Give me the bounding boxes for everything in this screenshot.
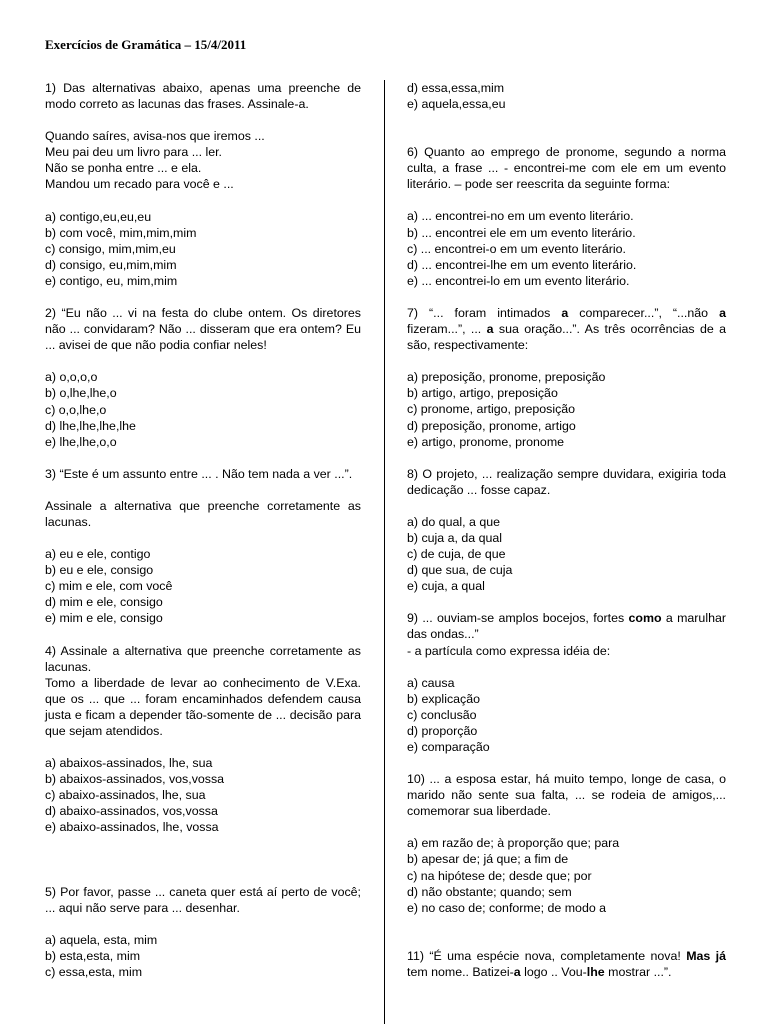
answer-option: c) pronome, artigo, preposição [407,402,576,417]
sentence: Não se ponha entre ... e ela. [45,161,202,176]
answer-option: e) contigo, eu, mim,mim [45,273,178,288]
bold-word: lhe [586,964,605,979]
answer-option: a) o,o,o,o [45,370,98,385]
answer-option: c) o,o,lhe,o [45,402,107,417]
answer-option: c) conclusão [407,707,477,722]
column-divider [384,80,385,1024]
answer-option: e) aquela,essa,eu [407,97,506,112]
answer-option: d) que sua, de cuja [407,563,513,578]
answer-option: e) cuja, a qual [407,579,485,594]
answer-option: a) aquela, esta, mim [45,932,158,947]
question-9-prompt: 9) ... ouviam-se amplos bocejos, fortes como a marulhar das ondas...” [407,611,726,642]
bold-word: a [486,322,494,337]
answer-option: b) esta,esta, mim [45,948,141,963]
answer-option: e) ... encontrei-lo em um evento literário. [407,273,630,288]
bold-word: a [513,964,521,979]
answer-option: d) ... encontrei-lhe em um evento literário. [407,257,637,272]
answer-option: d) preposição, pronome, artigo [407,418,576,433]
question-4-prompt: 4) Assinale a alternativa que preenche corretamente as lacunas. [45,643,361,674]
answer-option: e) mim e ele, consigo [45,611,163,626]
answer-option: a) do qual, a que [407,514,501,529]
question-2-prompt: 2) “Eu não ... vi na festa do clube ontem. Os diretores não ... convidaram? Não ... disseram que era ontem? Eu ... avisei de que não podia confiar neles! [45,306,361,353]
sentence: Meu pai deu um livro para ... ler. [45,145,222,160]
answer-option: e) comparação [407,740,490,754]
answer-option: c) abaixo-assinados, lhe, sua [45,788,206,803]
page-title: Exercícios de Gramática – 15/4/2011 [45,37,247,52]
answer-option: a) em razão de; à proporção que; para [407,836,620,851]
left-column [45,80,361,980]
question-3-instruction: Assinale a alternativa que preenche corretamente as lacunas. [45,498,361,529]
answer-option: a) abaixos-assinados, lhe, sua [45,756,213,771]
question-6-prompt: 6) Quanto ao emprego de pronome, segundo a norma culta, a frase ... - encontrei-me com ele em um evento literário. – pode ser reescrita da seguinte forma: [407,145,726,192]
answer-option: d) proporção [407,723,478,738]
answer-option: c) ... encontrei-o em um evento literário. [407,241,626,256]
question-3-prompt: 3) “Este é um assunto entre ... . Não tem nada a ver ...”. [45,466,353,481]
answer-option: e) lhe,lhe,o,o [45,434,117,449]
answer-option: b) explicação [407,691,481,706]
bold-word: Mas já [686,948,727,963]
answer-option: a) causa [407,675,455,690]
question-5-continued [407,80,726,112]
answer-option: c) na hipótese de; desde que; por [407,868,592,883]
question-10 [407,771,726,916]
answer-option: c) essa,esta, mim [45,964,143,979]
question-9-note: - a partícula como expressa idéia de: [407,643,611,658]
answer-option: b) o,lhe,lhe,o [45,386,117,401]
answer-option: d) não obstante; quando; sem [407,884,572,899]
question-4-text: Tomo a liberdade de levar ao conhecimento de V.Exa. que os ... que ... foram encaminhados defendem causa justa e ficam a depender tão-somente de ... decisão para que sejam atendidos. [45,675,361,738]
question-1-prompt: 1) Das alternativas abaixo, apenas uma preenche de modo correto as lacunas das frases. Assinale-a. [45,81,361,112]
answer-option: d) abaixo-assinados, vos,vossa [45,804,218,819]
answer-option: a) eu e ele, contigo [45,547,151,562]
question-7 [407,305,726,450]
answer-option: a) contigo,eu,eu,eu [45,209,152,224]
answer-option: b) cuja a, da qual [407,530,503,545]
answer-option: e) abaixo-assinados, lhe, vossa [45,820,219,835]
question-2 [45,305,361,450]
question-7-prompt: 7) “... foram intimados a comparecer...”, “...não a fizeram...”, ... a sua oração...”. As três ocorrências de a são, respectivamente: [407,305,726,353]
question-5-prompt: 5) Por favor, passe ... caneta quer está aí perto de você; ... aqui não serve para ... desenhar. [45,884,361,915]
answer-option: b) ... encontrei ele em um evento literário. [407,225,636,240]
right-column [407,80,726,980]
question-8 [407,466,726,595]
answer-option: d) essa,essa,mim [407,81,505,95]
answer-option: b) eu e ele, consigo [45,563,154,578]
answer-option: b) abaixos-assinados, vos,vossa [45,772,225,787]
question-10-prompt: 10) ... a esposa estar, há muito tempo, longe de casa, o marido não sente sua falta, ... se rodeia de amigos,... comemorar sua liberdade. [407,772,726,819]
question-6 [407,144,726,289]
question-8-prompt: 8) O projeto, ... realização sempre duvidara, exigiria toda dedicação ... fosse capaz. [407,466,726,497]
answer-option: c) mim e ele, com você [45,579,173,594]
answer-option: c) de cuja, de que [407,547,506,562]
answer-option: b) apesar de; já que; a fim de [407,852,569,867]
sentence: Quando saíres, avisa-nos que iremos ... [45,129,265,144]
answer-option: d) mim e ele, consigo [45,595,163,610]
bold-word: a [561,305,569,320]
question-3 [45,466,361,627]
question-5 [45,884,361,980]
answer-option: d) consigo, eu,mim,mim [45,257,177,272]
answer-option: d) lhe,lhe,lhe,lhe [45,418,136,433]
answer-option: e) artigo, pronome, pronome [407,434,565,449]
answer-option: b) com você, mim,mim,mim [45,225,197,240]
answer-option: a) preposição, pronome, preposição [407,370,606,385]
question-1 [45,80,361,289]
bold-word: como [628,611,662,626]
answer-option: a) ... encontrei-no em um evento literário. [407,209,634,224]
bold-word: a [719,305,726,320]
question-4 [45,643,361,836]
question-11 [407,948,726,980]
answer-option: e) no caso de; conforme; de modo a [407,900,607,915]
answer-option: c) consigo, mim,mim,eu [45,241,176,256]
answer-option: b) artigo, artigo, preposição [407,386,558,401]
question-9 [407,610,726,755]
sentence: Mandou um recado para você e ... [45,177,234,192]
question-11-prompt: 11) “É uma espécie nova, completamente nova! Mas já tem nome.. Batizei-a logo .. Vou-lhe mostrar ...”. [407,948,727,979]
